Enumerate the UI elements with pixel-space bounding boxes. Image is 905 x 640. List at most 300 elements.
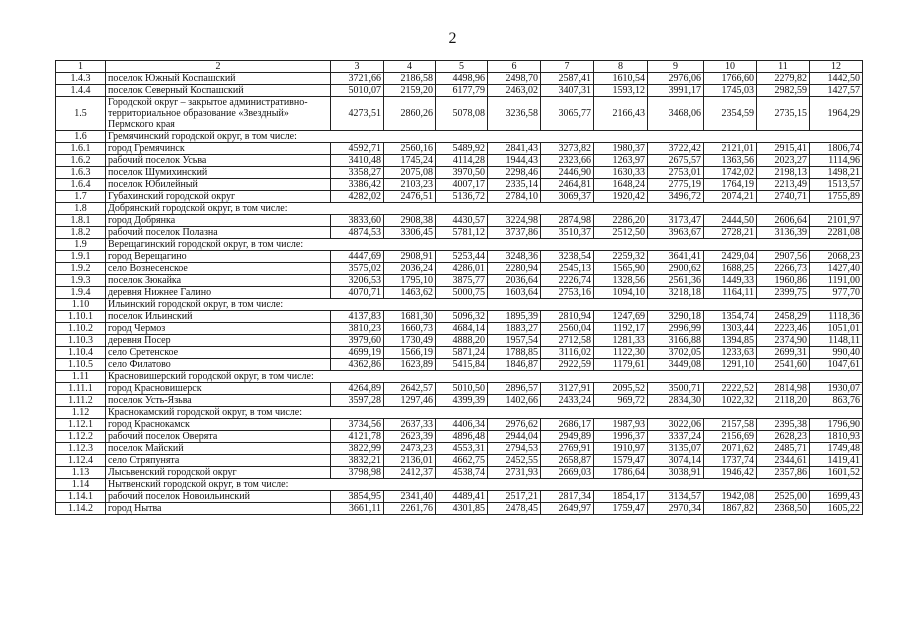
value-cell: 2517,21	[488, 491, 541, 503]
value-cell: 1996,37	[594, 431, 648, 443]
value-cell: 1960,86	[757, 275, 810, 287]
table-row	[56, 311, 863, 323]
settlement-name: город Красновишерск	[106, 383, 331, 395]
row-code: 1.10.1	[56, 311, 106, 323]
value-cell: 2464,81	[541, 179, 594, 191]
value-cell: 1946,42	[704, 467, 757, 479]
value-cell: 1498,21	[810, 167, 863, 179]
settlement-name: рабочий поселок Усьва	[106, 155, 331, 167]
value-cell: 1944,43	[488, 155, 541, 167]
value-cell: 4007,17	[436, 179, 488, 191]
value-cell: 1846,87	[488, 359, 541, 371]
value-cell: 3135,07	[648, 443, 704, 455]
value-cell: 3410,48	[331, 155, 384, 167]
value-cell: 1957,54	[488, 335, 541, 347]
value-cell: 2159,20	[384, 85, 436, 97]
column-number-row	[56, 61, 863, 73]
value-cell: 3833,60	[331, 215, 384, 227]
table-row	[56, 347, 863, 359]
value-cell: 5415,84	[436, 359, 488, 371]
value-cell: 1354,74	[704, 311, 757, 323]
value-cell: 6177,79	[436, 85, 488, 97]
value-cell: 4489,41	[436, 491, 488, 503]
table-row	[56, 263, 863, 275]
value-cell: 2996,99	[648, 323, 704, 335]
settlement-name: Губахинский городской округ	[106, 191, 331, 203]
value-cell: 1755,89	[810, 191, 863, 203]
value-cell: 3306,45	[384, 227, 436, 239]
value-cell: 1281,33	[594, 335, 648, 347]
value-cell: 4874,53	[331, 227, 384, 239]
value-cell: 2874,98	[541, 215, 594, 227]
value-cell: 2485,71	[757, 443, 810, 455]
value-cell: 4538,74	[436, 467, 488, 479]
value-cell: 4896,48	[436, 431, 488, 443]
value-cell: 1730,49	[384, 335, 436, 347]
value-cell: 2136,01	[384, 455, 436, 467]
row-code: 1.5	[56, 97, 106, 131]
value-cell: 1047,61	[810, 359, 863, 371]
value-cell: 3337,24	[648, 431, 704, 443]
table-row	[56, 215, 863, 227]
row-code: 1.11	[56, 371, 106, 383]
row-code: 1.9.2	[56, 263, 106, 275]
row-code: 1.10.2	[56, 323, 106, 335]
table-row	[56, 335, 863, 347]
value-cell: 3358,27	[331, 167, 384, 179]
value-cell: 2606,64	[757, 215, 810, 227]
value-cell: 1745,24	[384, 155, 436, 167]
value-cell: 1164,11	[704, 287, 757, 299]
table-row	[56, 85, 863, 97]
value-cell: 4699,19	[331, 347, 384, 359]
value-cell: 3290,18	[648, 311, 704, 323]
settlement-name: поселок Усть-Язьва	[106, 395, 331, 407]
value-cell: 2561,36	[648, 275, 704, 287]
value-cell: 3875,77	[436, 275, 488, 287]
value-cell: 1742,02	[704, 167, 757, 179]
value-cell: 3238,54	[541, 251, 594, 263]
table-row	[56, 443, 863, 455]
value-cell: 1605,22	[810, 503, 863, 515]
table-row	[56, 383, 863, 395]
value-cell: 2560,16	[384, 143, 436, 155]
value-cell: 1910,97	[594, 443, 648, 455]
value-cell: 1964,29	[810, 97, 863, 131]
value-cell: 4553,31	[436, 443, 488, 455]
row-code: 1.4.4	[56, 85, 106, 97]
value-cell: 2286,20	[594, 215, 648, 227]
row-code: 1.12.1	[56, 419, 106, 431]
row-code: 1.10.3	[56, 335, 106, 347]
value-cell: 1247,69	[594, 311, 648, 323]
value-cell: 4684,14	[436, 323, 488, 335]
value-cell: 3798,98	[331, 467, 384, 479]
value-cell: 4070,71	[331, 287, 384, 299]
value-cell: 2261,76	[384, 503, 436, 515]
settlement-name: рабочий поселок Оверята	[106, 431, 331, 443]
group-header-row	[56, 203, 863, 215]
value-cell: 2810,94	[541, 311, 594, 323]
group-title: Нытвенский городской округ, в том числе:	[106, 479, 863, 491]
value-cell: 2036,64	[488, 275, 541, 287]
value-cell: 4888,20	[436, 335, 488, 347]
row-code: 1.11.1	[56, 383, 106, 395]
value-cell: 2669,03	[541, 467, 594, 479]
value-cell: 2298,46	[488, 167, 541, 179]
value-cell: 2649,97	[541, 503, 594, 515]
column-number: 2	[106, 61, 331, 73]
row-code: 1.12.4	[56, 455, 106, 467]
value-cell: 1179,61	[594, 359, 648, 371]
value-cell: 3575,02	[331, 263, 384, 275]
value-cell: 2335,14	[488, 179, 541, 191]
value-cell: 1699,43	[810, 491, 863, 503]
value-cell: 4301,85	[436, 503, 488, 515]
value-cell: 1648,24	[594, 179, 648, 191]
row-code: 1.14.2	[56, 503, 106, 515]
value-cell: 5253,44	[436, 251, 488, 263]
row-code: 1.12.3	[56, 443, 106, 455]
value-cell: 4282,02	[331, 191, 384, 203]
value-cell: 2740,71	[757, 191, 810, 203]
value-cell: 2623,39	[384, 431, 436, 443]
value-cell: 2463,02	[488, 85, 541, 97]
settlement-name: село Вознесенское	[106, 263, 331, 275]
row-code: 1.6.2	[56, 155, 106, 167]
settlement-name: поселок Майский	[106, 443, 331, 455]
value-cell: 2452,55	[488, 455, 541, 467]
value-cell: 2266,73	[757, 263, 810, 275]
value-cell: 2560,04	[541, 323, 594, 335]
value-cell: 1745,03	[704, 85, 757, 97]
value-cell: 2344,61	[757, 455, 810, 467]
value-cell: 3510,37	[541, 227, 594, 239]
value-cell: 2922,59	[541, 359, 594, 371]
value-cell: 3721,66	[331, 73, 384, 85]
value-cell: 2374,90	[757, 335, 810, 347]
value-cell: 2412,37	[384, 467, 436, 479]
row-code: 1.10.5	[56, 359, 106, 371]
value-cell: 2814,98	[757, 383, 810, 395]
value-cell: 2675,57	[648, 155, 704, 167]
row-code: 1.9	[56, 239, 106, 251]
column-number: 12	[810, 61, 863, 73]
value-cell: 1565,90	[594, 263, 648, 275]
value-cell: 969,72	[594, 395, 648, 407]
group-header-row	[56, 407, 863, 419]
column-number: 4	[384, 61, 436, 73]
value-cell: 1427,40	[810, 263, 863, 275]
column-number: 11	[757, 61, 810, 73]
value-cell: 2817,34	[541, 491, 594, 503]
value-cell: 1766,60	[704, 73, 757, 85]
value-cell: 2473,23	[384, 443, 436, 455]
value-cell: 4121,78	[331, 431, 384, 443]
group-title: Добрянский городской округ, в том числе:	[106, 203, 863, 215]
settlement-name: село Сретенское	[106, 347, 331, 359]
value-cell: 1895,39	[488, 311, 541, 323]
column-number: 6	[488, 61, 541, 73]
value-cell: 2900,62	[648, 263, 704, 275]
value-cell: 4662,75	[436, 455, 488, 467]
value-cell: 3500,71	[648, 383, 704, 395]
value-cell: 3979,60	[331, 335, 384, 347]
value-cell: 2525,00	[757, 491, 810, 503]
group-header-row	[56, 299, 863, 311]
value-cell: 2915,41	[757, 143, 810, 155]
row-code: 1.12.2	[56, 431, 106, 443]
value-cell: 3065,77	[541, 97, 594, 131]
value-cell: 2103,23	[384, 179, 436, 191]
value-cell: 2642,57	[384, 383, 436, 395]
row-code: 1.8	[56, 203, 106, 215]
value-cell: 3074,14	[648, 455, 704, 467]
value-cell: 1601,52	[810, 467, 863, 479]
value-cell: 1233,63	[704, 347, 757, 359]
value-cell: 977,70	[810, 287, 863, 299]
value-cell: 2075,08	[384, 167, 436, 179]
value-cell: 2976,62	[488, 419, 541, 431]
value-cell: 2166,43	[594, 97, 648, 131]
column-number: 9	[648, 61, 704, 73]
value-cell: 1867,82	[704, 503, 757, 515]
group-title: Краснокамский городской округ, в том числе:	[106, 407, 863, 419]
value-cell: 1737,74	[704, 455, 757, 467]
settlement-name: село Стряпунята	[106, 455, 331, 467]
value-cell: 2121,01	[704, 143, 757, 155]
value-cell: 3407,31	[541, 85, 594, 97]
settlement-name: город Добрянка	[106, 215, 331, 227]
value-cell: 2213,49	[757, 179, 810, 191]
value-cell: 3248,36	[488, 251, 541, 263]
value-cell: 1122,30	[594, 347, 648, 359]
value-cell: 2023,27	[757, 155, 810, 167]
value-cell: 2976,06	[648, 73, 704, 85]
value-cell: 5489,92	[436, 143, 488, 155]
value-cell: 3991,17	[648, 85, 704, 97]
table-row	[56, 143, 863, 155]
value-cell: 2970,34	[648, 503, 704, 515]
table-row	[56, 491, 863, 503]
row-code: 1.7	[56, 191, 106, 203]
value-cell: 2433,24	[541, 395, 594, 407]
settlement-name: город Гремячинск	[106, 143, 331, 155]
value-cell: 1987,93	[594, 419, 648, 431]
value-cell: 3218,18	[648, 287, 704, 299]
page-number: 2	[448, 30, 457, 47]
value-cell: 3737,86	[488, 227, 541, 239]
value-cell: 2907,56	[757, 251, 810, 263]
row-code: 1.13	[56, 467, 106, 479]
value-cell: 3116,02	[541, 347, 594, 359]
value-cell: 2478,45	[488, 503, 541, 515]
value-cell: 3386,42	[331, 179, 384, 191]
value-cell: 3038,91	[648, 467, 704, 479]
column-number: 10	[704, 61, 757, 73]
table-row	[56, 179, 863, 191]
value-cell: 1051,01	[810, 323, 863, 335]
value-cell: 5010,50	[436, 383, 488, 395]
row-code: 1.6	[56, 131, 106, 143]
table-row	[56, 395, 863, 407]
value-cell: 2281,08	[810, 227, 863, 239]
value-cell: 3963,67	[648, 227, 704, 239]
value-cell: 1579,47	[594, 455, 648, 467]
value-cell: 2686,17	[541, 419, 594, 431]
value-cell: 5781,12	[436, 227, 488, 239]
value-cell: 2186,58	[384, 73, 436, 85]
group-title: Красновишерский городской округ, в том числе:	[106, 371, 863, 383]
value-cell: 5000,75	[436, 287, 488, 299]
value-cell: 2794,53	[488, 443, 541, 455]
settlement-name: Городской округ – закрытое административно-территориальное образование «Звездный» Пермского края	[106, 97, 331, 131]
value-cell: 1810,93	[810, 431, 863, 443]
value-cell: 1328,56	[594, 275, 648, 287]
value-cell: 4114,28	[436, 155, 488, 167]
table-row	[56, 503, 863, 515]
value-cell: 3810,23	[331, 323, 384, 335]
value-cell: 2658,87	[541, 455, 594, 467]
value-cell: 2784,10	[488, 191, 541, 203]
value-cell: 2498,70	[488, 73, 541, 85]
value-cell: 1363,56	[704, 155, 757, 167]
value-cell: 1920,42	[594, 191, 648, 203]
table-body	[56, 61, 863, 515]
row-code: 1.9.3	[56, 275, 106, 287]
value-cell: 2458,29	[757, 311, 810, 323]
value-cell: 1980,37	[594, 143, 648, 155]
settlement-name: рабочий поселок Полазна	[106, 227, 331, 239]
column-number: 3	[331, 61, 384, 73]
settlement-name: село Филатово	[106, 359, 331, 371]
value-cell: 2712,58	[541, 335, 594, 347]
value-cell: 1566,19	[384, 347, 436, 359]
value-cell: 1795,10	[384, 275, 436, 287]
value-cell: 2860,26	[384, 97, 436, 131]
value-cell: 2368,50	[757, 503, 810, 515]
value-cell: 1191,00	[810, 275, 863, 287]
value-cell: 1796,90	[810, 419, 863, 431]
value-cell: 863,76	[810, 395, 863, 407]
value-cell: 2357,86	[757, 467, 810, 479]
value-cell: 4137,83	[331, 311, 384, 323]
table-row	[56, 155, 863, 167]
value-cell: 3224,98	[488, 215, 541, 227]
settlement-name: Лысьвенский городской округ	[106, 467, 331, 479]
value-cell: 2476,51	[384, 191, 436, 203]
value-cell: 2545,13	[541, 263, 594, 275]
value-cell: 2395,38	[757, 419, 810, 431]
value-cell: 3496,72	[648, 191, 704, 203]
value-cell: 2587,41	[541, 73, 594, 85]
value-cell: 2444,50	[704, 215, 757, 227]
row-code: 1.6.4	[56, 179, 106, 191]
value-cell: 2259,32	[594, 251, 648, 263]
row-code: 1.14.1	[56, 491, 106, 503]
group-header-row	[56, 131, 863, 143]
column-number: 7	[541, 61, 594, 73]
value-cell: 1022,32	[704, 395, 757, 407]
value-cell: 2628,23	[757, 431, 810, 443]
value-cell: 1427,57	[810, 85, 863, 97]
table-row	[56, 419, 863, 431]
value-cell: 1513,57	[810, 179, 863, 191]
row-code: 1.11.2	[56, 395, 106, 407]
value-cell: 1114,96	[810, 155, 863, 167]
value-cell: 2446,90	[541, 167, 594, 179]
value-cell: 2156,69	[704, 431, 757, 443]
value-cell: 5096,32	[436, 311, 488, 323]
table-row	[56, 73, 863, 85]
value-cell: 1148,11	[810, 335, 863, 347]
value-cell: 3273,82	[541, 143, 594, 155]
table-row	[56, 167, 863, 179]
value-cell: 1759,47	[594, 503, 648, 515]
value-cell: 2735,15	[757, 97, 810, 131]
value-cell: 2429,04	[704, 251, 757, 263]
value-cell: 2068,23	[810, 251, 863, 263]
column-number: 8	[594, 61, 648, 73]
table-row	[56, 97, 863, 131]
value-cell: 1449,33	[704, 275, 757, 287]
value-cell: 1419,41	[810, 455, 863, 467]
value-cell: 1883,27	[488, 323, 541, 335]
value-cell: 1930,07	[810, 383, 863, 395]
value-cell: 2908,91	[384, 251, 436, 263]
value-cell: 3832,21	[331, 455, 384, 467]
value-cell: 1688,25	[704, 263, 757, 275]
value-cell: 990,40	[810, 347, 863, 359]
value-cell: 3136,39	[757, 227, 810, 239]
settlement-name: поселок Южный Коспашский	[106, 73, 331, 85]
value-cell: 1854,17	[594, 491, 648, 503]
group-header-row	[56, 239, 863, 251]
value-cell: 1593,12	[594, 85, 648, 97]
value-cell: 3970,50	[436, 167, 488, 179]
value-cell: 2036,24	[384, 263, 436, 275]
value-cell: 2753,01	[648, 167, 704, 179]
row-code: 1.4.3	[56, 73, 106, 85]
table-row	[56, 431, 863, 443]
value-cell: 3641,41	[648, 251, 704, 263]
value-cell: 1610,54	[594, 73, 648, 85]
value-cell: 2226,74	[541, 275, 594, 287]
value-cell: 3597,28	[331, 395, 384, 407]
value-cell: 4592,71	[331, 143, 384, 155]
table-row	[56, 467, 863, 479]
value-cell: 2731,93	[488, 467, 541, 479]
value-cell: 2637,33	[384, 419, 436, 431]
value-cell: 2101,97	[810, 215, 863, 227]
value-cell: 4430,57	[436, 215, 488, 227]
row-code: 1.8.1	[56, 215, 106, 227]
value-cell: 2198,13	[757, 167, 810, 179]
value-cell: 1749,48	[810, 443, 863, 455]
value-cell: 2399,75	[757, 287, 810, 299]
value-cell: 4399,39	[436, 395, 488, 407]
settlement-name: поселок Зюкайка	[106, 275, 331, 287]
value-cell: 1463,62	[384, 287, 436, 299]
value-cell: 3468,06	[648, 97, 704, 131]
value-cell: 3734,56	[331, 419, 384, 431]
row-code: 1.14	[56, 479, 106, 491]
value-cell: 2908,38	[384, 215, 436, 227]
group-header-row	[56, 479, 863, 491]
value-cell: 2223,46	[757, 323, 810, 335]
value-cell: 5078,08	[436, 97, 488, 131]
value-cell: 1806,74	[810, 143, 863, 155]
